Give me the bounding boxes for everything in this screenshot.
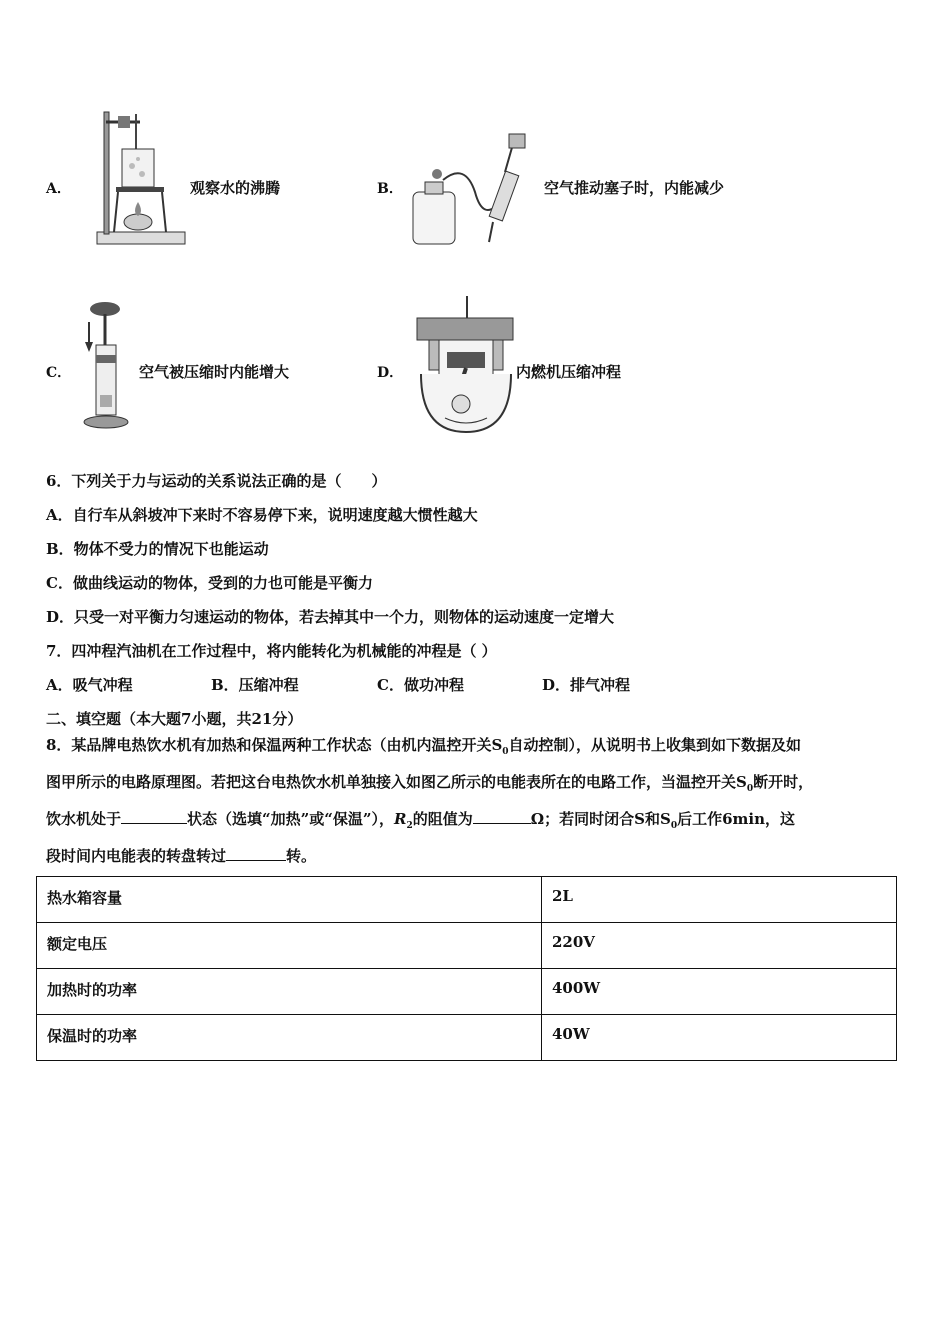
q6-option-b: B．物体不受力的情况下也能运动 xyxy=(46,540,269,558)
option-d-letter: D． xyxy=(377,365,404,381)
table-cell-label: 热水箱容量 xyxy=(37,877,542,923)
option-b-caption: 空气推动塞子时，内能减少 xyxy=(544,179,725,197)
option-c-letter: C． xyxy=(46,365,72,381)
table-cell-label: 额定电压 xyxy=(37,923,542,969)
q6-option-c: C．做曲线运动的物体，受到的力也可能是平衡力 xyxy=(46,574,373,592)
air-compression-cylinder-image xyxy=(80,300,138,432)
q8-line-3: 饮水机处于 状态（选填“加热”或“保温”），$R_2$的阻值为 Ω；若同时闭合S和$S_0$后工作6min，这 xyxy=(46,810,795,831)
table-cell-label: 保温时的功率 xyxy=(37,1015,542,1061)
air-push-plug-image xyxy=(405,132,545,250)
q8-line-2: 图甲所示的电路原理图。若把这台电热饮水机单独接入如图乙所示的电能表所在的电路工作，当温控开关$S_0$断开时， xyxy=(46,773,814,794)
q8-line-4: 段时间内电能表的转盘转过 转。 xyxy=(46,847,317,865)
q7-option-d: D．排气冲程 xyxy=(542,676,631,694)
q8-blank-rotations[interactable] xyxy=(226,846,286,861)
table-cell-value: 40W xyxy=(542,1015,897,1061)
table-cell-label: 加热时的功率 xyxy=(37,969,542,1015)
q8-blank-state[interactable] xyxy=(121,809,187,824)
table-row xyxy=(37,969,897,1015)
option-d-caption: 内燃机压缩冲程 xyxy=(516,363,622,381)
combustion-engine-image xyxy=(415,294,517,438)
option-a-caption: 观察水的沸腾 xyxy=(190,179,281,197)
option-c-caption: 空气被压缩时内能增大 xyxy=(139,363,290,381)
q8-line-1: 8．某品牌电热饮水机有加热和保温两种工作状态（由机内温控开关$S_0$自动控制），从说明书上收集到如下数据及如 xyxy=(46,736,802,757)
q6-option-d: D．只受一对平衡力匀速运动的物体，若去掉其中一个力，则物体的运动速度一定增大 xyxy=(46,608,615,626)
table-row xyxy=(37,1015,897,1061)
q7-option-b: B．压缩冲程 xyxy=(211,676,299,694)
q7-option-c: C．做功冲程 xyxy=(377,676,464,694)
specs-table xyxy=(36,876,897,1061)
table-cell-value: 220V xyxy=(542,923,897,969)
q7-stem: 7．四冲程汽油机在工作过程中，将内能转化为机械能的冲程是（ ） xyxy=(46,642,497,660)
q8-blank-resistance[interactable] xyxy=(473,809,531,824)
q7-option-a: A．吸气冲程 xyxy=(46,676,133,694)
option-b-letter: B． xyxy=(377,181,403,197)
q6-option-a: A．自行车从斜坡冲下来时不容易停下来，说明速度越大惯性越大 xyxy=(46,506,478,524)
table-cell-value: 2L xyxy=(542,877,897,923)
boiling-water-apparatus-image xyxy=(92,104,192,249)
section-2-heading: 二、填空题（本大题7小题，共21分） xyxy=(46,710,303,728)
table-cell-value: 400W xyxy=(542,969,897,1015)
option-a-letter: A． xyxy=(46,181,71,197)
table-row xyxy=(37,877,897,923)
q6-stem: 6．下列关于力与运动的关系说法正确的是（ ） xyxy=(46,472,387,490)
table-row xyxy=(37,923,897,969)
